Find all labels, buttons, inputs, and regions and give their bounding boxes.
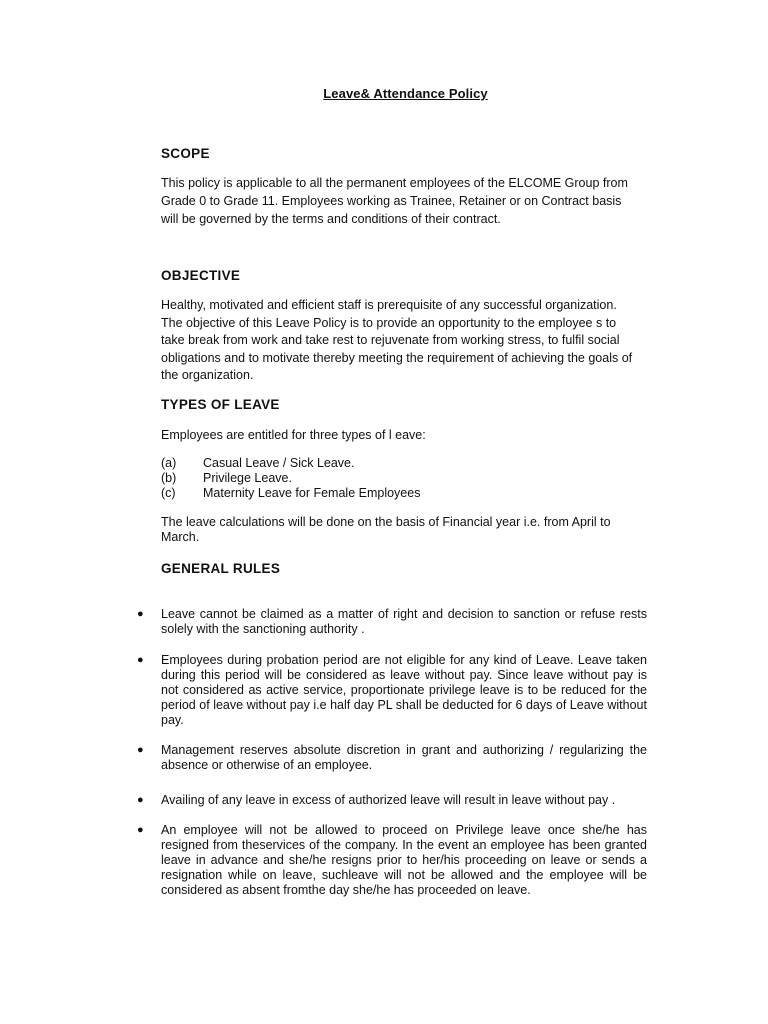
bullet-icon: ● bbox=[137, 608, 144, 620]
objective-line: The objective of this Leave Policy is to provide an opportunity to the employee s to bbox=[161, 315, 617, 330]
leave-type-text: Casual Leave / Sick Leave. bbox=[203, 456, 355, 470]
scope-line: will be governed by the terms and conditions of their contract. bbox=[161, 212, 501, 226]
objective-line: the organization. bbox=[161, 368, 254, 382]
bullet-icon: ● bbox=[137, 654, 144, 666]
types-of-leave-intro: Employees are entitled for three types of l eave: bbox=[161, 428, 426, 442]
rule-text: Management reserves absolute discretion in grant and authorizing / regularizing the absence or otherwise of an employee. bbox=[161, 743, 647, 772]
bullet-icon: ● bbox=[137, 794, 144, 806]
bullet-icon: ● bbox=[137, 824, 144, 836]
objective-line: Healthy, motivated and efficient staff is prerequisite of any successful organization. bbox=[161, 298, 617, 312]
objective-paragraph bbox=[161, 297, 647, 385]
leave-type-text: Privilege Leave. bbox=[203, 471, 292, 485]
scope-line: Grade 0 to Grade 11. Employees working as Trainee, Retainer or on Contract basis bbox=[161, 194, 622, 208]
leave-type-marker: (c) bbox=[161, 486, 176, 500]
document-title: Leave& Attendance Policy bbox=[323, 86, 488, 101]
scope-paragraph bbox=[161, 174, 647, 228]
leave-calculation-line: March. bbox=[161, 530, 200, 544]
objective-line: obligations and to motivate thereby meeting the requirement of achieving the goals of bbox=[161, 350, 633, 365]
rule-text: Employees during probation period are not eligible for any kind of Leave. Leave taken during this period will be considered as leave without pay. Since leave without pay is not considered as active service, proportionate privilege leave is to be reduced for the period of leave without pay i.e half day PL shall be deducted for 6 days of Leave without pay. bbox=[161, 653, 647, 727]
types-of-leave-heading: TYPES OF LEAVE bbox=[161, 397, 280, 412]
leave-type-marker: (a) bbox=[161, 456, 177, 470]
leave-calculation-line: The leave calculations will be done on the basis of Financial year i.e. from April to bbox=[161, 515, 611, 529]
bullet-icon: ● bbox=[137, 744, 144, 756]
scope-line: This policy is applicable to all the permanent employees of the ELCOME Group from bbox=[161, 176, 628, 190]
leave-type-item bbox=[161, 471, 292, 486]
general-rules-heading: GENERAL RULES bbox=[161, 561, 281, 576]
leave-calculation-note bbox=[161, 515, 647, 545]
leave-type-marker: (b) bbox=[161, 471, 177, 485]
leave-type-text: Maternity Leave for Female Employees bbox=[203, 486, 421, 500]
objective-heading: OBJECTIVE bbox=[161, 268, 241, 283]
leave-type-item bbox=[161, 456, 354, 471]
rule-text: An employee will not be allowed to proceed on Privilege leave once she/he has resigned from theservices of the company. In the event an employee has been granted leave in advance and she/he resigns prior to her/his proceeding on leave or sends a resignation while on leave, suchleave will not be allowed and the employee will be considered as absent fromthe day she/he has proceeded on leave. bbox=[161, 823, 647, 897]
rule-text: Availing of any leave in excess of authorized leave will result in leave without pay . bbox=[161, 793, 616, 807]
rule-text: Leave cannot be claimed as a matter of right and decision to sanction or refuse rests solely with the sanctioning authority . bbox=[161, 607, 647, 636]
objective-line: take break from work and take rest to rejuvenate from working stress, to fulfil social bbox=[161, 333, 620, 347]
leave-type-item bbox=[161, 486, 420, 501]
scope-heading: SCOPE bbox=[161, 146, 210, 161]
